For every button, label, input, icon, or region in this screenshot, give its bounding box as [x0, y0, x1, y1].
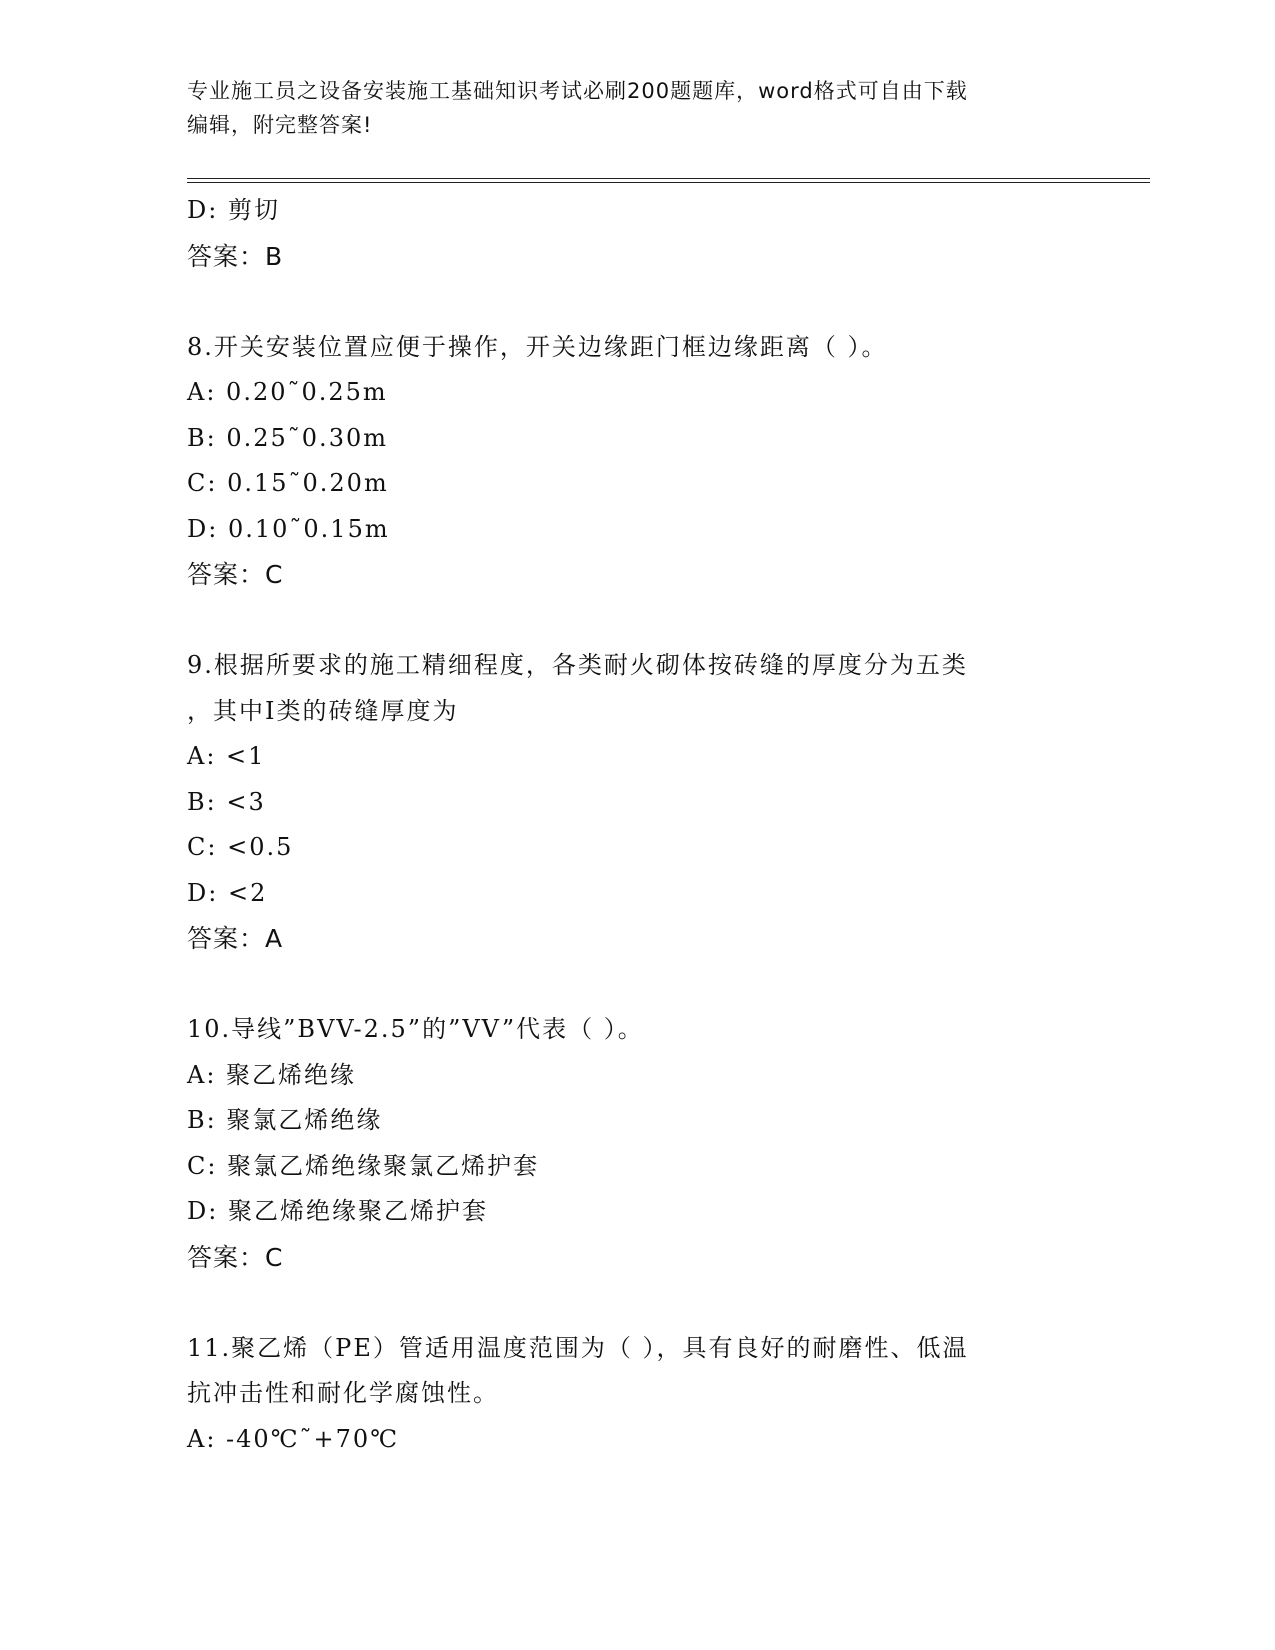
question-stem: 9.根据所要求的施工精细程度，各类耐火砌体按砖缝的厚度分为五类 — [187, 651, 968, 679]
question-stem-continued: 抗冲击性和耐化学腐蚀性。 — [187, 1379, 499, 1407]
question-8 — [187, 325, 1137, 598]
prev-question-option-d: D: 剪切 — [187, 196, 280, 224]
option-d: D: 聚乙烯绝缘聚乙烯护套 — [187, 1197, 488, 1225]
option-a: A: -40℃˜+70℃ — [187, 1424, 400, 1453]
question-stem: 8.开关安装位置应便于操作，开关边缘距门框边缘距离（ ）。 — [187, 332, 888, 361]
question-list — [187, 188, 1137, 1462]
option-c: C: 0.15˜0.20m — [187, 469, 389, 497]
option-a: A: 0.20˜0.25m — [187, 378, 388, 406]
header-divider-top — [187, 178, 1150, 179]
spacer — [187, 1280, 1137, 1326]
answer: 答案：C — [187, 560, 284, 589]
spacer — [187, 279, 1137, 325]
document-header — [187, 74, 1087, 142]
question-stem: 10.导线”BVV-2.5”的”VV”代表（ ）。 — [187, 1015, 644, 1043]
header-line-1: 专业施工员之设备安装施工基础知识考试必刷200题题库，word格式可自由下载 — [187, 79, 968, 103]
question-stem: 11.聚乙烯（PE）管适用温度范围为（ ），具有良好的耐磨性、低温 — [187, 1333, 969, 1362]
header-divider-bottom — [187, 182, 1150, 183]
option-b: B: 聚氯乙烯绝缘 — [187, 1106, 383, 1134]
option-c: C: 聚氯乙烯绝缘聚氯乙烯护套 — [187, 1151, 540, 1180]
answer: 答案：A — [187, 924, 284, 953]
question-9 — [187, 643, 1137, 962]
option-c: C: <0.5 — [187, 833, 294, 861]
question-10 — [187, 1007, 1137, 1280]
answer: 答案：C — [187, 1242, 284, 1272]
question-stem-continued: ，其中Ⅰ类的砖缝厚度为 — [187, 696, 459, 725]
option-d: D: <2 — [187, 878, 268, 907]
spacer — [187, 598, 1137, 644]
option-b: B: <3 — [187, 787, 266, 816]
option-a: A: <1 — [187, 742, 266, 770]
option-a: A: 聚乙烯绝缘 — [187, 1060, 357, 1089]
option-d: D: 0.10˜0.15m — [187, 514, 390, 543]
header-line-2: 编辑，附完整答案! — [187, 113, 373, 137]
spacer — [187, 962, 1137, 1008]
prev-question-answer: 答案：B — [187, 241, 284, 271]
option-b: B: 0.25˜0.30m — [187, 423, 388, 452]
question-11 — [187, 1326, 1137, 1463]
